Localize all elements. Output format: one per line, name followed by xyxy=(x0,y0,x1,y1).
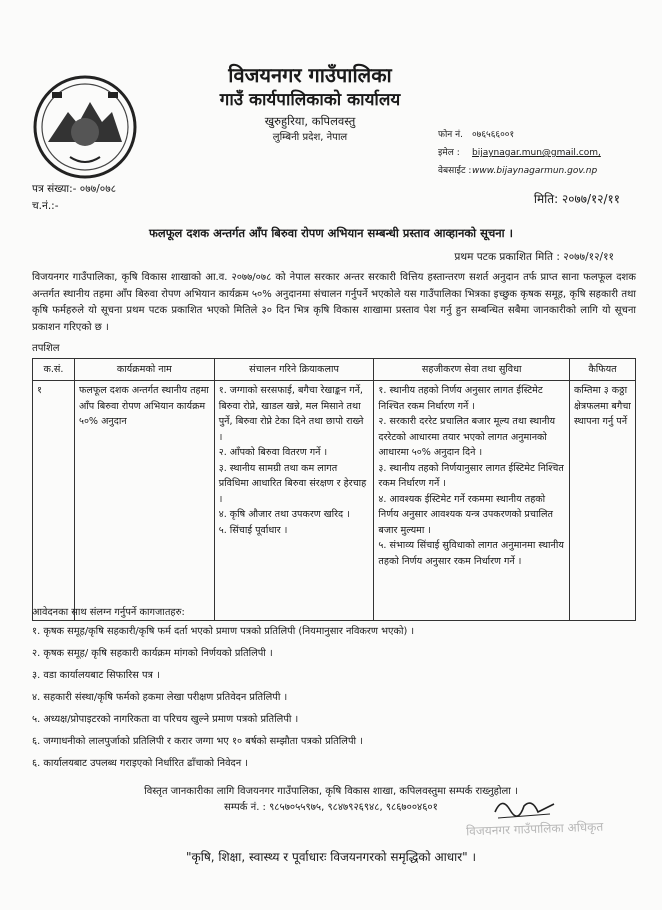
office-location: खुरुहुरिया, कपिलवस्तु xyxy=(264,114,356,128)
cell-facilitation xyxy=(374,381,570,621)
publication-date: प्रथम पटक प्रकाशित मिति : २०७७/१२/११ xyxy=(454,251,614,263)
facilitation-item: ५. संभाव्य सिंचाई सुविधाको लागत अनुमानमा स्थानीय तहको निर्णय अनुसार रकम निर्धारण गर्ने । xyxy=(378,540,564,567)
letter-date: मिति: २०७७/१२/११ xyxy=(533,192,620,206)
letterhead xyxy=(190,62,430,146)
documents-heading: आवेदनका साथ संलग्न गर्नुपर्ने कागजातहरु: xyxy=(32,607,185,618)
dispatch-number: च.नं.:- xyxy=(32,200,59,212)
letter-number: पत्र संख्या:- ०७७/०७८ xyxy=(32,183,117,195)
document-item: ३. वडा कार्यालयबाट सिफारिस पत्र । xyxy=(32,670,160,681)
email-label: इमेल : xyxy=(438,148,460,158)
required-documents xyxy=(32,605,642,775)
more-info-line: विस्तृत जानकारीका लागि विजयनगर गाउँपालिका, कृषि विकास शाखा, कपिलवस्तुमा सम्पर्क राख्नुहोला । xyxy=(144,786,518,797)
reference-block xyxy=(32,181,116,215)
document-item: ५. अध्यक्ष/प्रोपाइटरको नागरिकता वा परिचय खुल्ने प्रमाण पत्रको प्रतिलिपी । xyxy=(32,714,299,725)
contact-footer xyxy=(0,784,662,816)
email-address[interactable]: bijaynagar.mun@gmail.com, xyxy=(472,148,601,158)
contact-block xyxy=(438,126,601,180)
program-table xyxy=(32,358,636,621)
contact-numbers: सम्पर्क नं. : ९८५७०५५९७५, ९८४७९२६९४८, ९८६७००४६०१ xyxy=(224,802,438,813)
document-item: ४. सहकारी संस्था/कृषि फर्मको हकमा लेखा परीक्षण प्रतिवेदन प्रतिलिपी । xyxy=(32,692,288,703)
col-sn: क.सं. xyxy=(33,359,75,381)
col-facilitation: सहजीकरण सेवा तथा सुविधा xyxy=(374,359,570,381)
facilitation-item: १. स्थानीय तहको निर्णय अनुसार लागत ईस्टिमेट निश्चित रकम निर्धारण गर्ने । xyxy=(378,385,543,412)
cell-program: फलफूल दशक अन्तर्गत स्थानीय तहमा आँप बिरुवा रोपण अभियान कार्यक्रम ५०% अनुदान xyxy=(74,381,214,621)
document-item: ६. कार्यालयबाट उपलब्ध गराइएको निर्धारित ढाँचाको निवेदन । xyxy=(32,758,249,769)
activity-item: ३. स्थानीय सामग्री तथा कम लागत प्रविधिमा आधारित बिरुवा संरक्षण र हेरचाह । xyxy=(218,462,367,505)
phone-number: ०७६५६६००१ xyxy=(472,130,515,140)
municipality-emblem-icon xyxy=(30,72,140,182)
facilitation-item: ३. स्थानीय तहको निर्णयानुसार लागत ईस्टिमेट निश्चित रकम निर्धारण गर्ने । xyxy=(378,462,564,489)
table-row xyxy=(33,381,636,621)
document-item: ६. जग्गाधनीको लालपुर्जाको प्रतिलिपी र करार जग्गा भए १० बर्षको सम्झौता पत्रको प्रतिलिपी । xyxy=(32,736,363,747)
cell-sn: १ xyxy=(33,381,75,621)
col-remarks: कैफियत xyxy=(570,359,636,381)
office-name: गाउँ कार्यपालिकाको कार्यालय xyxy=(219,90,401,110)
province: लुम्बिनी प्रदेश, नेपाल xyxy=(272,132,348,143)
activity-item: ४. कृषि औजार तथा उपकरण खरिद । xyxy=(218,509,350,520)
activity-item: २. आँपको बिरुवा वितरण गर्ने । xyxy=(218,447,328,458)
website-url[interactable]: www.bijaynagarmun.gov.np xyxy=(472,166,598,176)
facilitation-item: ४. आवश्यक ईस्टिमेट गर्ने रकममा स्थानीय तहको निर्णय अनुसार आवश्यक यन्त्र उपकरणको प्रचालित बजार मुल्यमा । xyxy=(378,493,553,536)
col-program: कार्यक्रमको नाम xyxy=(74,359,214,381)
document-item: २. कृषक समूह/ कृषि सहकारी कार्यक्रम मांगको निर्णयको प्रतिलिपी । xyxy=(32,648,273,659)
cell-activities xyxy=(214,381,374,621)
col-activities: संचालन गरिने क्रियाकलाप xyxy=(214,359,374,381)
notice-body: विजयनगर गाउँपालिका, कृषि विकास शाखाको आ.व. २०७७/०७८ को नेपाल सरकार अन्तर सरकारी वित्तिय हस्तान्तरण सशर्त अनुदान तर्फ प्राप्त साना फलफूल दशक अन्तर्गत स्थानीय तहमा आँप बिरुवा रोपण अभियान कार्यक्रम ५०% अनुदानमा संचालन गर्नुपर्ने भएकोले यस गाउँपालिका भित्रका इच्छुक कृषक समूह, कृषि सहकारी तथा कृषि फर्महरुले यो सूचना प्रथम पटक प्रकाशित भएको मितिले ३० दिन भित्र कृषि विकास शाखामा प्रस्ताव पेश गर्नु हुन सम्बन्धित सबैमा जानकारीको लागि यो सूचना प्रकाशन गरिएको छ । xyxy=(32,272,636,333)
details-label: तपशिल xyxy=(32,343,60,354)
phone-label: फोन नं. xyxy=(438,130,463,140)
municipality-name: विजयनगर गाउँपालिका xyxy=(228,63,392,87)
document-item: १. कृषक समूह/कृषि सहकारी/कृषि फर्म दर्ता भएको प्रमाण पत्रको प्रतिलिपी (नियमानुसार नविकरण भएको) । xyxy=(32,626,415,637)
office-stamp: विजयनगर गाउँपालिका अधिकृत xyxy=(465,819,604,839)
activity-item: १. जग्गाको सरसफाई, बगैचा रेखाङ्कन गर्ने, बिरुवा रोप्ने, खाडल खन्ने, मल मिसाने तथा पुर्ने, बिरुवा रोप्ने टेका दिने तथा छापो राख्ने । xyxy=(218,385,364,443)
notice-title: फलफूल दशक अन्तर्गत आँप बिरुवा रोपण अभियान सम्बन्धी प्रस्ताव आव्हानको सूचना । xyxy=(149,226,513,240)
website-label: वेबसाईट : xyxy=(438,166,472,176)
motto: "कृषि, शिक्षा, स्वास्थ्य र पूर्वाधारः विजयनगरको समृद्धिको आधार" । xyxy=(185,850,477,864)
facilitation-item: २. सरकारी दररेट प्रचालित बजार मूल्य तथा स्थानीय दररेटको आधारमा तयार भएको लागत अनुमानको आधारमा ५०% अनुदान दिने । xyxy=(378,416,556,458)
activity-item: ५. सिंचाई पूर्वाधार । xyxy=(218,524,288,536)
cell-remarks: कम्तिमा ३ कठ्ठा क्षेत्रफलमा बगैचा स्थापना गर्नु पर्ने xyxy=(570,381,636,621)
